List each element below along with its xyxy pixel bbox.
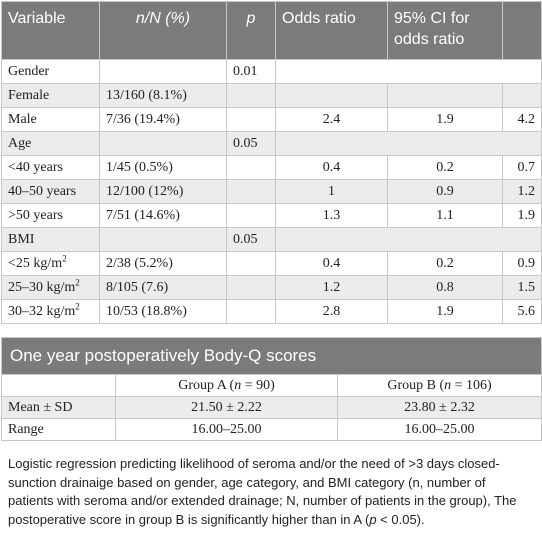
cell-variable: BMI (2, 228, 100, 252)
group-b-prefix: Group B ( (387, 377, 445, 393)
cell-variable (2, 276, 100, 300)
cell-ci-high: 0.9 (503, 252, 542, 276)
cell-nn: 7/51 (14.6%) (100, 204, 227, 228)
table-row (2, 397, 542, 419)
regression-table-header-row (2, 2, 542, 60)
cell-ci-low: 0.8 (388, 276, 503, 300)
cell-variable: 40–50 years (2, 180, 100, 204)
cell-variable: <40 years (2, 156, 100, 180)
cell-ci-low: 0.2 (388, 252, 503, 276)
cell-variable: Age (2, 132, 100, 156)
cell-nn: 12/100 (12%) (100, 180, 227, 204)
group-b-header (338, 375, 542, 397)
cell-nn (100, 228, 227, 252)
cell-nn: 13/160 (8.1%) (100, 84, 227, 108)
cell-variable-sup: 2 (75, 276, 80, 287)
regression-table (1, 1, 542, 324)
cell-variable (2, 252, 100, 276)
cell-nn: 2/38 (5.2%) (100, 252, 227, 276)
cell-group-a: 21.50 ± 2.22 (116, 397, 338, 419)
table-row (2, 204, 542, 228)
group-a-prefix: Group A ( (178, 377, 235, 393)
cell-label: Range (2, 419, 116, 441)
group-a-suffix: = 90) (241, 377, 275, 393)
cell-nn: 8/105 (7.6) (100, 276, 227, 300)
cell-p: 0.05 (227, 228, 276, 252)
header-p-text: p (246, 10, 256, 27)
cell-p (227, 204, 276, 228)
cell-empty (2, 375, 116, 397)
cell-variable-text: 30–32 kg/m (8, 303, 76, 319)
cell-ci-low: 1.9 (388, 300, 503, 324)
cell-variable-text: <25 kg/m (8, 255, 63, 271)
cell-ci-high: 1.2 (503, 180, 542, 204)
table-row (2, 156, 542, 180)
table-row (2, 108, 542, 132)
body-q-title-row (2, 338, 542, 375)
cell-p: 0.05 (227, 132, 276, 156)
group-a-n: n (234, 377, 242, 393)
cell-ci-low (388, 84, 503, 108)
footnote-p: p (369, 511, 377, 527)
cell-ci-low: 0.9 (388, 180, 503, 204)
cell-or: 2.4 (276, 108, 388, 132)
cell-label: Mean ± SD (2, 397, 116, 419)
cell-nn (100, 132, 227, 156)
cell-or: 0.4 (276, 252, 388, 276)
cell-empty (276, 228, 542, 252)
cell-ci-low: 1.1 (388, 204, 503, 228)
cell-nn: 7/36 (19.4%) (100, 108, 227, 132)
cell-variable: Gender (2, 60, 100, 84)
header-n-over-n-text: n/N (%) (135, 10, 191, 27)
footnote-part2: < 0.05). (376, 511, 425, 527)
cell-or: 0.4 (276, 156, 388, 180)
cell-variable: Male (2, 108, 100, 132)
table-row (2, 252, 542, 276)
cell-p (227, 108, 276, 132)
cell-variable-text: 25–30 kg/m (8, 279, 76, 295)
table-row (2, 228, 542, 252)
cell-empty (276, 60, 542, 84)
cell-empty (276, 132, 542, 156)
table-row (2, 419, 542, 441)
group-b-n: n (444, 377, 452, 393)
cell-variable: >50 years (2, 204, 100, 228)
table-row (2, 132, 542, 156)
body-q-scores-table (1, 337, 542, 441)
cell-or: 1 (276, 180, 388, 204)
header-p (227, 2, 276, 60)
cell-ci-high: 1.5 (503, 276, 542, 300)
table-row (2, 84, 542, 108)
cell-ci-high (503, 84, 542, 108)
header-odds-ratio: Odds ratio (276, 2, 388, 60)
table-row (2, 60, 542, 84)
cell-group-b: 16.00–25.00 (338, 419, 542, 441)
cell-variable-sup: 2 (62, 252, 67, 263)
cell-p (227, 252, 276, 276)
cell-variable: Female (2, 84, 100, 108)
group-a-header (116, 375, 338, 397)
cell-p: 0.01 (227, 60, 276, 84)
cell-ci-high: 5.6 (503, 300, 542, 324)
table-row (2, 180, 542, 204)
cell-or: 1.2 (276, 276, 388, 300)
cell-ci-high: 0.7 (503, 156, 542, 180)
group-b-suffix: = 106) (451, 377, 492, 393)
header-variable: Variable (2, 2, 100, 60)
cell-nn: 10/53 (18.8%) (100, 300, 227, 324)
cell-ci-low: 0.2 (388, 156, 503, 180)
header-extra (503, 2, 542, 60)
header-ci (388, 2, 503, 60)
cell-variable-sup: 2 (75, 300, 80, 311)
cell-p (227, 156, 276, 180)
cell-ci-low: 1.9 (388, 108, 503, 132)
cell-ci-high: 1.9 (503, 204, 542, 228)
cell-nn: 1/45 (0.5%) (100, 156, 227, 180)
cell-or: 2.8 (276, 300, 388, 324)
header-n-over-n (100, 2, 227, 60)
cell-p (227, 276, 276, 300)
body-q-title: One year postoperatively Body-Q scores (2, 338, 542, 375)
cell-group-a: 16.00–25.00 (116, 419, 338, 441)
cell-p (227, 300, 276, 324)
table-footnote (8, 455, 532, 529)
cell-p (227, 84, 276, 108)
table-row (2, 300, 542, 324)
header-ci-line1: 95% CI for (394, 10, 470, 27)
footnote-part1: Logistic regression predicting likelihood of seroma and/or the need of >3 days closed-sunction drainaige based on gender, age category, and BMI category (n, number of patients with seroma and/or extended drainage; N, number of patients in the group), The postoperative score in group B is significantly higher than in A ( (8, 456, 517, 527)
cell-or: 1.3 (276, 204, 388, 228)
cell-variable (2, 300, 100, 324)
table-row (2, 375, 542, 397)
cell-ci-high: 4.2 (503, 108, 542, 132)
cell-group-b: 23.80 ± 2.32 (338, 397, 542, 419)
cell-or (276, 84, 388, 108)
cell-nn (100, 60, 227, 84)
header-ci-line2: odds ratio (394, 31, 465, 48)
table-row (2, 276, 542, 300)
cell-p (227, 180, 276, 204)
